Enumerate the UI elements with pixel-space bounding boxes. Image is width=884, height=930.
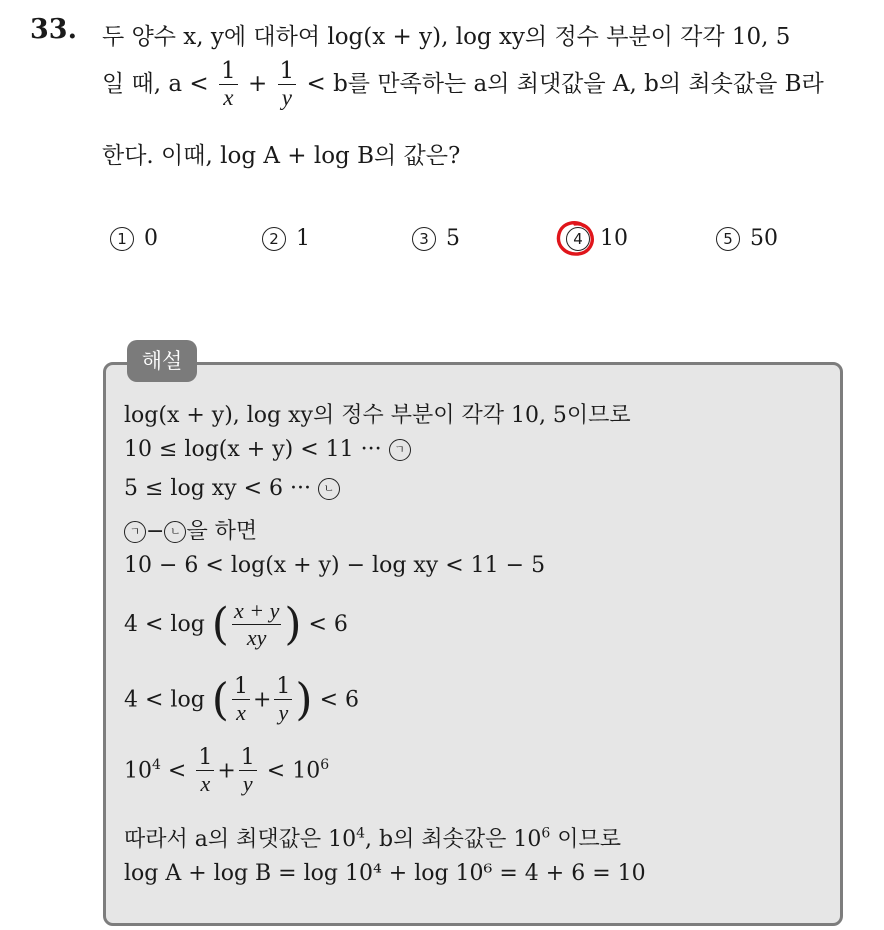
solution-text: , b의 최솟값은 10 xyxy=(365,827,542,852)
choice-label: 1 xyxy=(296,226,310,251)
fraction-denominator: y xyxy=(278,700,289,726)
solution-text: 10 xyxy=(124,758,152,784)
choice-number-icon: 5 xyxy=(716,227,740,251)
plus-sign: + xyxy=(252,687,272,713)
question-line-3: 한다. 이때, log A + log B의 값은? xyxy=(102,143,461,169)
fraction-denominator: x xyxy=(236,700,246,726)
exponent: 6 xyxy=(541,825,551,842)
fraction-denominator: x xyxy=(223,85,234,111)
choice-3[interactable] xyxy=(412,226,460,251)
fraction-denominator: x xyxy=(200,771,211,797)
fraction-xplusy-over-xy xyxy=(232,598,281,652)
solution-text: 따라서 a의 최댓값은 10 xyxy=(124,827,357,852)
solution-line-3 xyxy=(124,476,340,501)
choice-label: 50 xyxy=(750,226,778,251)
choice-5[interactable] xyxy=(716,226,778,251)
solution-line-6 xyxy=(124,598,348,652)
solution-text: < 6 xyxy=(308,611,348,637)
right-paren: ) xyxy=(295,674,313,726)
exponent: 4 xyxy=(356,825,366,842)
choice-2[interactable] xyxy=(262,226,310,251)
choice-number-icon: 4 xyxy=(566,227,590,251)
solution-inequality: 5 ≤ log xy < 6 ··· xyxy=(124,476,311,501)
plus-sign: + xyxy=(247,70,268,97)
exponent: 4 xyxy=(152,756,161,773)
left-paren: ( xyxy=(211,598,229,650)
solution-text: < 10 xyxy=(266,758,321,784)
solution-line-7 xyxy=(124,674,359,727)
fraction-numerator: 1 xyxy=(279,58,295,84)
answer-choices xyxy=(0,226,884,258)
choice-number-icon: 3 xyxy=(412,227,436,251)
choice-1[interactable] xyxy=(110,226,158,251)
label-giyeok-icon: ㄱ xyxy=(124,521,146,543)
right-paren: ) xyxy=(284,598,302,650)
fraction-1-over-x xyxy=(196,745,214,798)
less-than: < xyxy=(167,758,187,784)
solution-text: 4 < log xyxy=(124,611,205,637)
fraction-denominator: y xyxy=(281,85,292,111)
solution-line-9 xyxy=(124,822,621,853)
fraction-1-over-y xyxy=(239,745,257,798)
solution-text: < 6 xyxy=(319,687,359,713)
question-line-2 xyxy=(102,58,824,112)
answer-circle-mark-icon xyxy=(554,217,598,261)
fraction-numerator: 1 xyxy=(233,674,248,699)
label-giyeok-icon: ㄱ xyxy=(389,439,411,461)
question-line-2-end: < b를 만족하는 a의 최댓값을 A, b의 최솟값을 B라 xyxy=(306,70,824,97)
solution-line-5: 10 − 6 < log(x + y) − log xy < 11 − 5 xyxy=(124,553,546,578)
fraction-numerator: 1 xyxy=(240,745,255,770)
label-nieun-icon: ㄴ xyxy=(318,478,340,500)
choice-label: 5 xyxy=(446,226,460,251)
fraction-1-over-y xyxy=(274,674,292,727)
question-number: 33. xyxy=(30,14,77,45)
solution-line-1: log(x + y), log xy의 정수 부분이 각각 10, 5이므로 xyxy=(124,403,631,428)
question-line-1: 두 양수 x, y에 대하여 log(x + y), log xy의 정수 부분이 각각 10, 5 xyxy=(102,24,791,50)
minus-sign: − xyxy=(146,519,165,544)
solution-line-10: log A + log B = log 10⁴ + log 10⁶ = 4 + 6 = 10 xyxy=(124,861,646,886)
choice-label: 10 xyxy=(600,226,628,251)
fraction-numerator: 1 xyxy=(276,674,291,699)
solution-text: 이므로 xyxy=(557,827,622,852)
solution-text: 을 하면 xyxy=(186,519,258,544)
fraction-denominator: xy xyxy=(246,625,267,651)
fraction-denominator: y xyxy=(242,771,253,797)
fraction-1-over-x xyxy=(232,674,250,727)
fraction-numerator: x + y xyxy=(232,598,281,625)
solution-line-4 xyxy=(124,514,257,545)
label-nieun-icon: ㄴ xyxy=(164,521,186,543)
left-paren: ( xyxy=(211,674,229,726)
choice-label: 0 xyxy=(144,226,158,251)
fraction-numerator: 1 xyxy=(220,58,236,84)
solution-badge: 해설 xyxy=(127,340,197,382)
solution-line-2 xyxy=(124,437,411,462)
fraction-1-over-x xyxy=(219,58,238,112)
question-line-2-start: 일 때, a < xyxy=(102,70,209,97)
exponent: 6 xyxy=(320,756,330,773)
solution-inequality: 10 ≤ log(x + y) < 11 ··· xyxy=(124,437,382,462)
solution-line-8 xyxy=(124,745,329,798)
fraction-1-over-y xyxy=(278,58,297,112)
choice-number-icon: 2 xyxy=(262,227,286,251)
choice-number-icon: 1 xyxy=(110,227,134,251)
solution-text: 4 < log xyxy=(124,687,205,713)
plus-sign: + xyxy=(217,758,236,784)
fraction-numerator: 1 xyxy=(198,745,213,770)
